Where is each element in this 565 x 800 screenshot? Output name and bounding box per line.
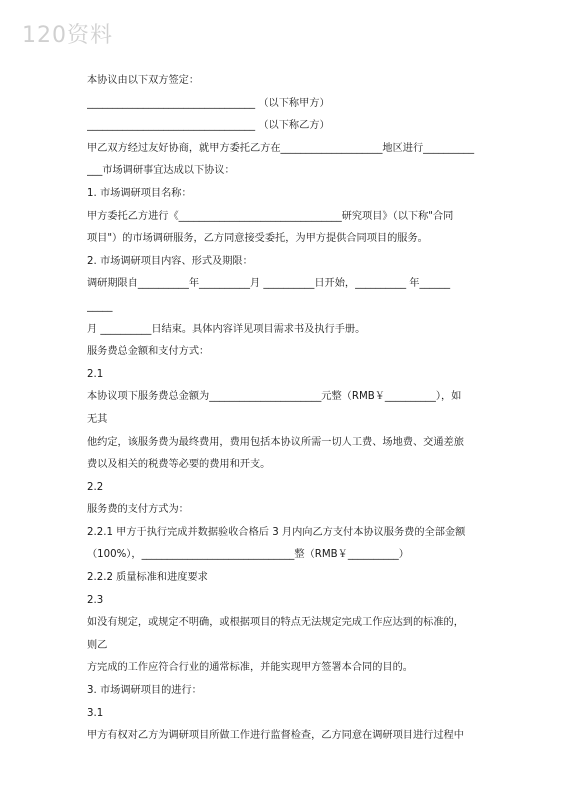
text-line: 项目"）的市场调研服务，乙方同意接受委托，为甲方提供合同项目的服务。 [87,233,428,245]
watermark: 120资料 [22,23,113,48]
text-line: _________________________________ （以下称甲方） [87,97,330,109]
text-line: 2.2.1 甲方于执行完成并数据验收合格后 3 月内向乙方支付本协议服务费的全部金额 [87,526,466,538]
text-line: 2.2.2 质量标准和进度要求 [87,572,208,584]
section-heading: 2. 市场调研项目内容、形式及期限： [87,255,253,267]
text-line: 本协议项下服务费总金额为______________________元整（RMB￥__________），如 [87,391,462,403]
text-line: 则乙 [87,639,108,651]
clause-number: 2.3 [87,594,104,606]
text-line: 甲方委托乙方进行《________________________________研究项目》（以下称"合同 [87,210,454,222]
text-line: （100%），______________________________整（RMB￥__________） [87,549,409,561]
section-heading: 服务费总金额和支付方式： [87,346,210,358]
text-line: 甲乙双方经过友好协商，就甲方委托乙方在____________________地区进行__________ [87,142,475,154]
clause-number: 3.1 [87,707,104,719]
document-body [87,74,480,752]
text-line: 他约定，该服务费为最终费用，费用包括本协议所需一切人工费、场地费、交通差旅 [87,436,464,448]
text-line: 无其 [87,413,108,425]
text-line: 调研期限自__________年__________月 __________日开始，__________ 年______ [87,278,451,290]
text-line: _________________________________ （以下称乙方） [87,120,330,132]
text-line: 费以及相关的税费等必要的费用和开支。 [87,459,271,471]
text-line: _____ [87,300,113,312]
text-line: ___市场调研事宜达成以下协议： [87,165,235,177]
clause-number: 2.1 [87,368,104,380]
section-heading: 1. 市场调研项目名称： [87,187,192,199]
clause-number: 2.2 [87,481,104,493]
text-line: 服务费的支付方式为： [87,504,189,516]
text-line: 方完成的工作应符合行业的通常标准，并能实现甲方签署本合同的目的。 [87,662,413,674]
section-heading: 3. 市场调研项目的进行： [87,685,202,697]
text-line: 月 __________日结束。具体内容详见项目需求书及执行手册。 [87,323,366,335]
text-line: 甲方有权对乙方为调研项目所做工作进行监督检查，乙方同意在调研项目进行过程中 [87,730,464,742]
text-line: 如没有规定，或规定不明确，或根据项目的特点无法规定完成工作应达到的标准的， [87,617,464,629]
text-line: 本协议由以下双方签定： [87,75,200,86]
